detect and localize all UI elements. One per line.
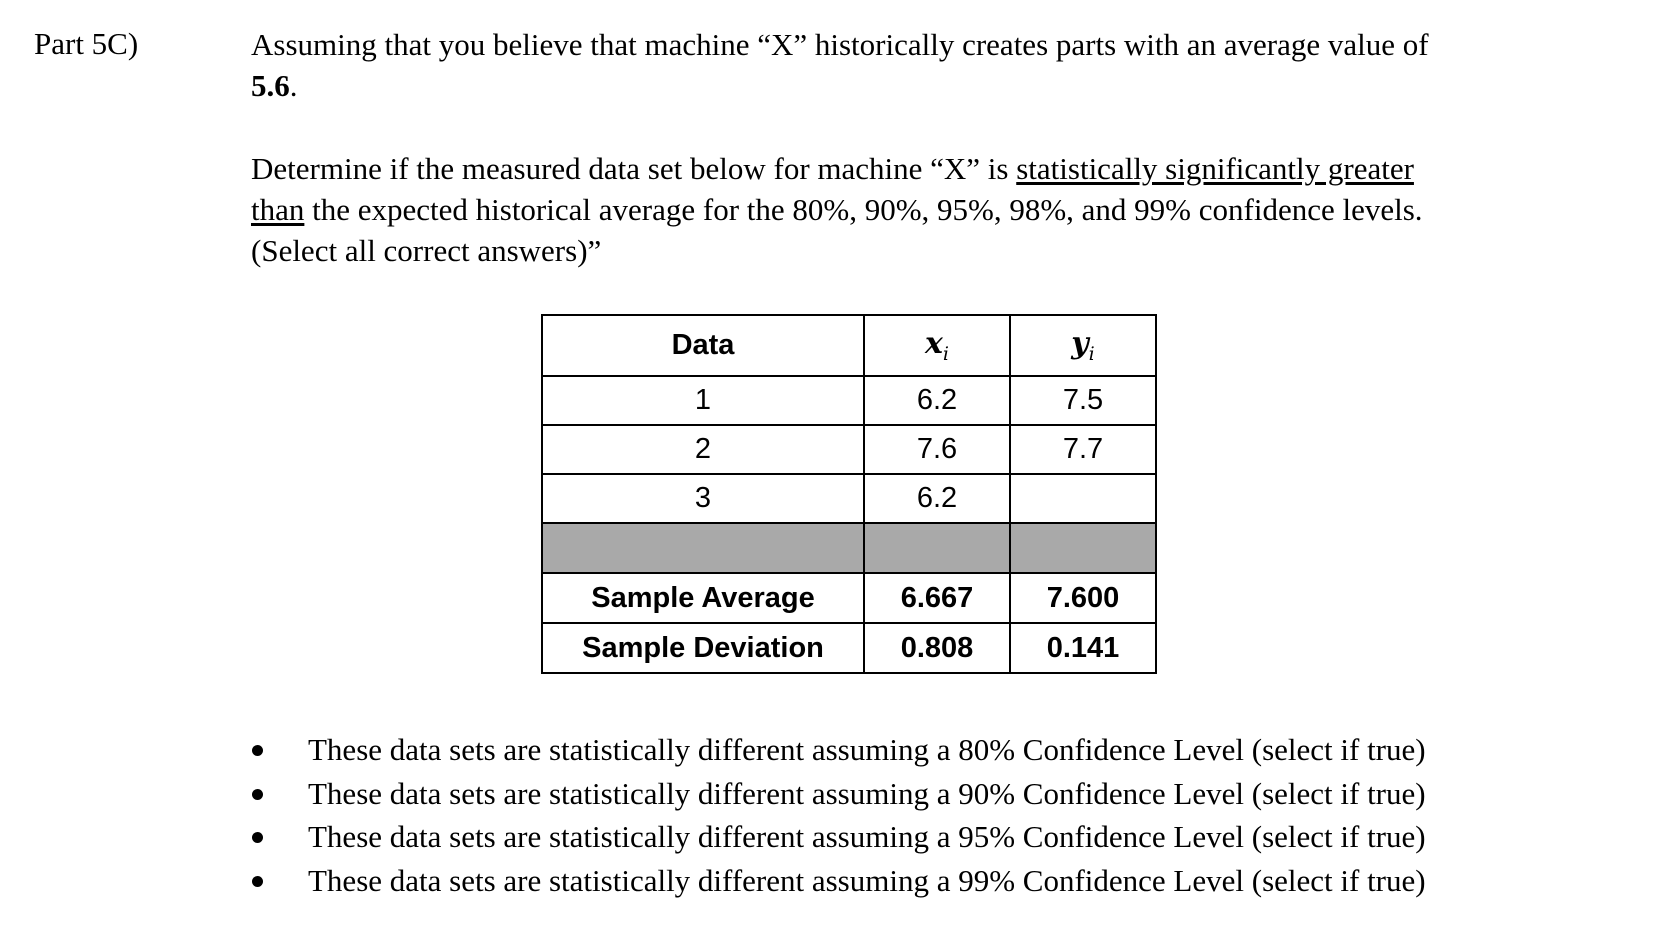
row-index: 2 — [542, 425, 864, 474]
separator-cell — [542, 523, 864, 573]
header-x — [864, 315, 1010, 376]
intro-period: . — [289, 68, 298, 103]
answer-options — [238, 728, 1426, 902]
row-x-value: 6.2 — [864, 474, 1010, 523]
sample-average-x: 6.667 — [864, 573, 1010, 623]
header-x-var: x — [925, 326, 943, 361]
row-y-value — [1010, 474, 1156, 523]
intro-line: Assuming that you believe that machine “X” historically creates parts with an average value of — [251, 27, 1429, 62]
question-emphasis: statistically significantly greater — [1016, 151, 1414, 186]
option-label: These data sets are statistically different assuming a 80% Confidence Level (select if true) — [308, 732, 1426, 767]
question-text-end: the expected historical average for the 80%, 90%, 95%, 98%, and 99% confidence levels. — [304, 192, 1423, 227]
table-header-row — [542, 315, 1156, 376]
sample-average-y: 7.600 — [1010, 573, 1156, 623]
header-data: Data — [542, 315, 864, 376]
bullet-icon — [252, 789, 263, 800]
question-text-start: Determine if the measured data set below for machine “X” is — [251, 151, 1017, 186]
row-index: 3 — [542, 474, 864, 523]
separator-cell — [864, 523, 1010, 573]
sample-deviation-x: 0.808 — [864, 623, 1010, 673]
header-y-var: y — [1071, 326, 1089, 361]
option-label: These data sets are statistically different assuming a 95% Confidence Level (select if true) — [308, 819, 1426, 854]
part-label: Part 5C) — [34, 26, 139, 61]
row-x-value: 6.2 — [864, 376, 1010, 425]
historical-average-value: 5.6 — [251, 68, 290, 103]
row-y-value: 7.7 — [1010, 425, 1156, 474]
question-instruction: (Select all correct answers)” — [251, 233, 602, 268]
option-95-confidence[interactable] — [238, 815, 1426, 859]
separator-cell — [1010, 523, 1156, 573]
option-80-confidence[interactable] — [238, 728, 1426, 772]
table-row — [542, 425, 1156, 474]
header-y-sub: i — [1088, 343, 1095, 365]
sample-deviation-label: Sample Deviation — [542, 623, 864, 673]
option-90-confidence[interactable] — [238, 772, 1426, 816]
row-index: 1 — [542, 376, 864, 425]
sample-average-label: Sample Average — [542, 573, 864, 623]
option-label: These data sets are statistically different assuming a 99% Confidence Level (select if true) — [308, 862, 1426, 898]
bullet-icon — [252, 832, 263, 843]
question-emphasis-cont: than — [251, 192, 305, 227]
sample-deviation-y: 0.141 — [1010, 623, 1156, 673]
sample-deviation-row — [542, 623, 1156, 673]
data-table — [541, 314, 1157, 674]
sample-average-row — [542, 573, 1156, 623]
bullet-icon — [252, 876, 263, 887]
intro-paragraph — [251, 24, 1631, 106]
row-x-value: 7.6 — [864, 425, 1010, 474]
header-x-sub: i — [942, 343, 949, 365]
table-separator-row — [542, 523, 1156, 573]
table-row — [542, 376, 1156, 425]
header-y — [1010, 315, 1156, 376]
table-row — [542, 474, 1156, 523]
row-y-value: 7.5 — [1010, 376, 1156, 425]
option-99-confidence[interactable] — [238, 859, 1426, 903]
option-label: These data sets are statistically different assuming a 90% Confidence Level (select if true) — [308, 775, 1426, 811]
question-paragraph — [251, 148, 1631, 271]
bullet-icon — [252, 745, 263, 756]
